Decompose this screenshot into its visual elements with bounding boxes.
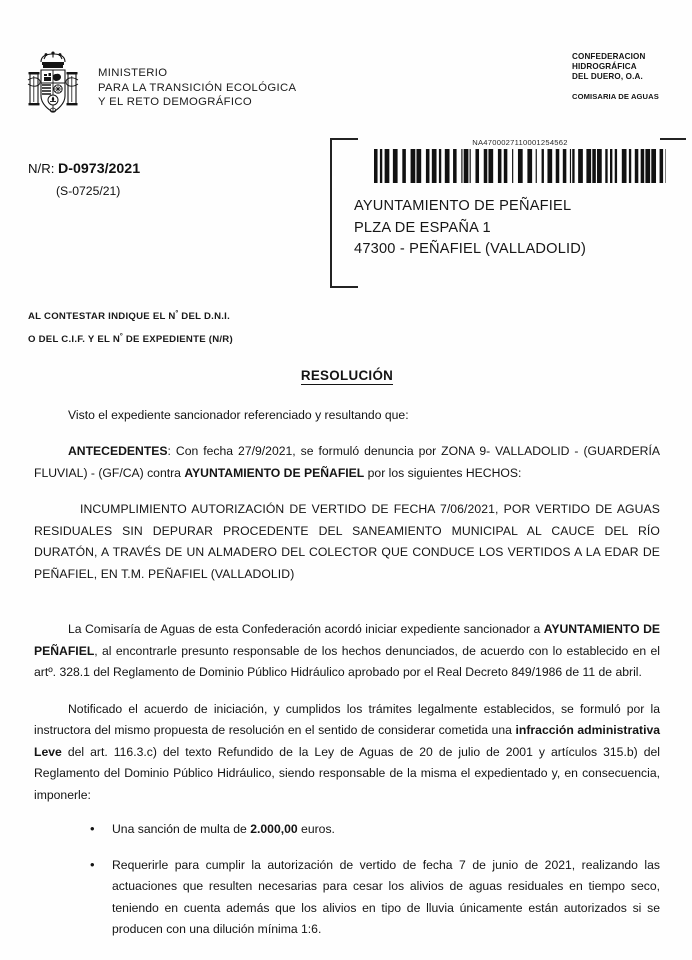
document-masthead <box>0 0 692 130</box>
paragraph-antecedentes <box>34 441 660 484</box>
notice-1-sup: º <box>175 308 179 317</box>
notificado-text-1: Notificado el acuerdo de iniciación, y cumplidos los trámites legalmente establecidos, se formuló por la instructora del mismo propuesta de resolución en el sentido de considerar cometida una <box>34 701 660 737</box>
barcode-number: NA4700027110001254562 <box>472 138 568 147</box>
reply-instructions <box>28 303 233 349</box>
reference-code: D-0973/2021 <box>58 161 141 177</box>
page-title <box>34 365 660 387</box>
addressee-line-3: 47300 - PEÑAFIEL (VALLADOLID) <box>354 241 587 257</box>
paragraph-comisaria <box>34 619 660 684</box>
reply-instructions-line-2 <box>28 326 233 349</box>
organization-identity <box>572 52 682 102</box>
paragraph-hechos <box>34 499 660 585</box>
antecedentes-text-1: : Con fecha 27/9/2021, se formuló denuncia por ZONA 9- VALLADOLID - (GUARDERÍA FLUVIAL) - (GF/CA) contra <box>34 444 660 480</box>
address-window <box>330 138 688 288</box>
paragraph-intro <box>34 405 660 427</box>
measure-0-amount: 2.000,00 <box>250 822 298 836</box>
notice-2-sup: º <box>120 331 123 341</box>
comisaria-entity: AYUNTAMIENTO DE PEÑAFIEL <box>34 622 660 658</box>
notice-1b: DEL D.N.I. <box>178 311 231 323</box>
antecedentes-entity: AYUNTAMIENTO DE PEÑAFIEL <box>184 465 365 480</box>
measures-list <box>34 819 660 941</box>
ministry-name <box>98 50 296 110</box>
page-title-text: RESOLUCIÓN <box>300 368 394 383</box>
ministry-line-1: MINISTERIO <box>98 67 168 79</box>
reference-block <box>28 158 140 202</box>
barcode-block <box>374 138 666 183</box>
reference-main <box>28 158 140 180</box>
comisaria-text-2: , al encontrarle presunto responsable de los hechos denunciados, de acuerdo con lo establecido en el artº. 328.1 del Reglamento de Dominio Público Hidráulico aprobado por el Real Decreto 849/1986 de 11 de abril. <box>34 643 660 679</box>
addressee-block <box>354 196 586 261</box>
reference-label: N/R: <box>28 161 55 176</box>
organization-line-2: HIDROGRÁFICA <box>572 62 637 71</box>
notice-2a: O DEL C.I.F. Y EL N <box>28 334 121 346</box>
organization-department: COMISARIA DE AGUAS <box>572 92 659 101</box>
organization-line-3: DEL DUERO, O.A. <box>572 72 643 81</box>
ministry-line-3: Y EL RETO DEMOGRÁFICO <box>98 96 253 109</box>
list-item <box>90 819 660 841</box>
document-body <box>34 365 660 955</box>
list-item <box>90 855 660 941</box>
window-bracket-gap <box>332 176 336 188</box>
measure-0-text-1: Una sanción de multa de <box>112 822 251 836</box>
comisaria-text-1: La Comisaría de Aguas de esta Confederación acordó iniciar expediente sancionador a <box>68 622 544 636</box>
addressee-line-1: AYUNTAMIENTO DE PEÑAFIEL <box>354 198 572 214</box>
spanish-coat-of-arms-icon <box>22 50 84 120</box>
antecedentes-label: ANTECEDENTES <box>68 444 168 458</box>
hechos-text: INCUMPLIMIENTO AUTORIZACIÓN DE VERTIDO DE FECHA 7/06/2021, POR VERTIDO DE AGUAS RESIDUALES SIN DEPURAR PROCEDENTE DEL SANEAMIENTO MUNICIPAL AL CAUCE DEL RÍO DURATÓN, A TRAVÉS DE UN ALMADERO DEL COLECTOR QUE CONDUCE LOS VERTIDOS A LA EDAR DE PEÑAFIEL, EN T.M. PEÑAFIEL (VALLADOLID) <box>34 502 660 581</box>
intro-text: Visto el expediente sancionador referenciado y resultando que: <box>68 407 409 422</box>
reference-secondary: (S-0725/21) <box>56 184 121 198</box>
barcode-image <box>374 149 666 183</box>
measure-1-text-1: Requerirle para cumplir la autorización de vertido de fecha 7 de junio de 2021, realizando las actuaciones que resulten necesarias para cesar los alivios de aguas residuales en tiempo seco, teniendo en cuenta además que los alivios en tipo de lluvia únicamente están autorizados si se producen con una dilución mínima 1:6. <box>112 857 660 936</box>
notice-1a: AL CONTESTAR INDIQUE EL N <box>28 311 176 323</box>
addressee-line-2: PLZA DE ESPAÑA 1 <box>354 219 491 236</box>
notificado-infraccion: infracción administrativa Leve <box>34 723 661 759</box>
reply-instructions-line-1 <box>28 303 233 326</box>
antecedentes-text-2: por los siguientes HECHOS: <box>364 465 522 480</box>
measure-0-text-2: euros. <box>297 822 335 836</box>
ministry-identity <box>22 50 296 120</box>
notice-2b: DE EXPEDIENTE (N/R) <box>122 334 233 346</box>
paragraph-notificado <box>34 699 660 807</box>
notificado-text-2: del art. 116.3.c) del texto Refundido de la Ley de Aguas de 20 de julio de 2001 y artículos 315.b) del Reglamento del Dominio Público Hidráulico, siendo responsable de la misma el expedientado y, en consecuencia, imponerle: <box>34 744 660 802</box>
organization-line-1: CONFEDERACION <box>572 52 646 61</box>
ministry-line-2: PARA LA TRANSICIÓN ECOLÓGICA <box>98 81 297 94</box>
